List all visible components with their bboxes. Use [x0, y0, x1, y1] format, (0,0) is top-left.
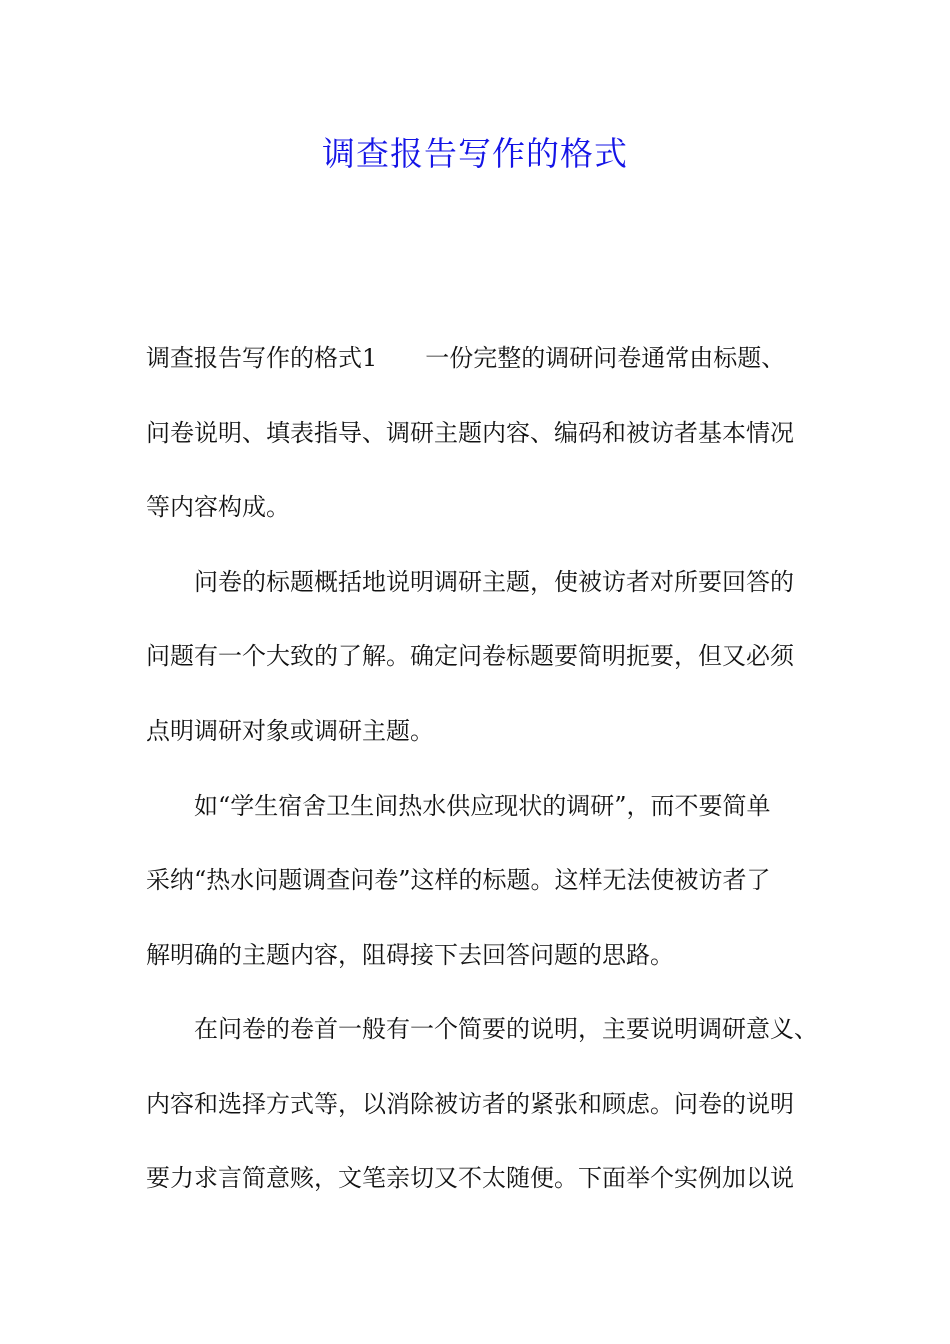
body-line: 在问卷的卷首一般有一个简要的说明，主要说明调研意义、 — [146, 1015, 818, 1043]
body-line: 要力求言简意赅，文笔亲切又不太随便。下面举个实例加以说 — [146, 1164, 794, 1192]
body-line: 问题有一个大致的了解。确定问卷标题要简明扼要，但又必须 — [146, 642, 794, 670]
body-line: 解明确的主题内容，阻碍接下去回答问题的思路。 — [146, 941, 674, 969]
body-line: 内容和选择方式等，以消除被访者的紧张和顾虑。问卷的说明 — [146, 1090, 794, 1118]
body-line: 问卷说明、填表指导、调研主题内容、编码和被访者基本情况 — [146, 419, 794, 447]
body-line: 如“学生宿舍卫生间热水供应现状的调研”，而不要简单 — [146, 792, 771, 820]
body-line: 调查报告写作的格式1 一份完整的调研问卷通常由标题、 — [146, 344, 786, 372]
body-line: 问卷的标题概括地说明调研主题，使被访者对所要回答的 — [146, 568, 794, 596]
body-line: 点明调研对象或调研主题。 — [146, 717, 434, 745]
document-title: 调查报告写作的格式 — [322, 134, 628, 173]
body-line: 等内容构成。 — [146, 493, 290, 521]
body-line: 采纳“热水问题调查问卷”这样的标题。这样无法使被访者了 — [146, 866, 771, 894]
